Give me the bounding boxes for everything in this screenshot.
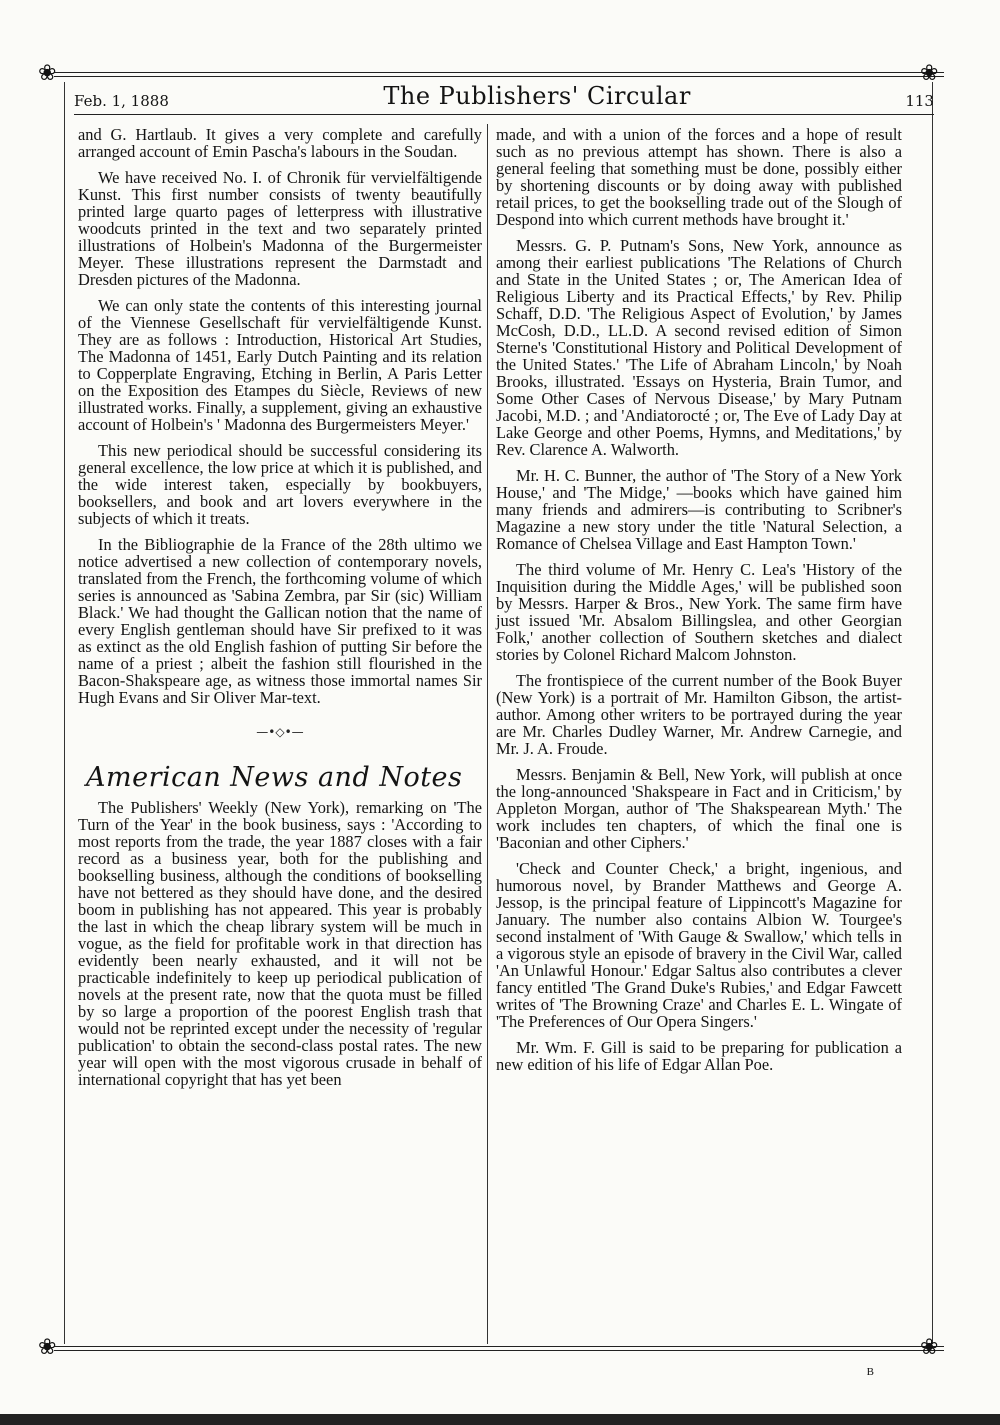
right-frame-line xyxy=(932,82,933,1344)
section-heading: American News and Notes xyxy=(86,762,463,793)
signature-mark: B xyxy=(866,1366,874,1378)
paragraph: We can only state the contents of this interesting journal of the Viennese Gesellschaft für vervielfältigende Kunst. They are as follows : Introduction, Historical Art Studies, The Madonna of 1451, Early Dutch Painting and its relation to Copperplate Engraving, Etching in Berlin, A Paris Letter on the Exposition des Etampes du Siècle, Reviews of new illustrated works. Finally, a supplement, giving an exhaustive account of Holbein's ' Madonna des Burgermeisters Meyer.' xyxy=(78,296,482,434)
page-number: 113 xyxy=(905,92,934,110)
publication-title: The Publishers' Circular xyxy=(383,82,691,110)
paragraph: The Publishers' Weekly (New York), remarking on 'The Turn of the Year' in the book business, says : 'According to most reports from the trade, the year 1887 closes with a fair record as a business year, both for the publishing and bookselling business, although the conditions of bookselling have not bettered as they should have done, and the desired boom in publishing has not appeared. This year is probably the last in which the cheap library system will be much in vogue, as the field for profitable work in that direction has evidently been nearly exhausted, and it will not be practicable indefinitely to keep up periodical publication of novels at the present rate, now that the quota must be filled by so large a proportion of the poorest English trash that would not be reprinted except under the necessity of 'regular publication' to obtain the second-class postal rates. The new year will open with the most vigorous crusade in behalf of international copyright that has yet been xyxy=(78,798,482,1089)
ornament-top-right-icon: ❀ xyxy=(920,61,939,86)
ornament-bottom-right-icon: ❀ xyxy=(920,1335,939,1360)
ornament-top-left-icon: ❀ xyxy=(38,61,57,86)
paragraph: Mr. H. C. Bunner, the author of 'The Story of a New York House,' and 'The Midge,' —books which have gained him many friends and admirers—is contributing to Scribner's Magazine a new story under the title 'Natural Selection, a Romance of Chelsea Village and East Hampton Town.' xyxy=(496,466,902,553)
bottom-rule-inner xyxy=(54,1350,944,1351)
right-column xyxy=(496,126,902,1082)
bottom-band xyxy=(0,1414,1000,1425)
paragraph: Messrs. Benjamin & Bell, New York, will publish at once the long-announced 'Shakspeare in Fact and in Criticism,' by Appleton Morgan, author of 'The Shakspearean Myth.' The work includes ten chapters, of which the final one is 'Baconian and other Ciphers.' xyxy=(496,765,902,852)
paragraph: The third volume of Mr. Henry C. Lea's 'History of the Inquisition during the Middle Ages,' will be published soon by Messrs. Harper & Bros., New York. The same firm have just issued 'Mr. Absalom Billingslea, and other Georgian Folk,' another collection of Southern sketches and dialect stories by Colonel Richard Malcom Johnston. xyxy=(496,560,902,664)
paragraph: and G. Hartlaub. It gives a very complete and carefully arranged account of Emin Pascha's labours in the Soudan. xyxy=(78,125,482,161)
top-rule-inner xyxy=(54,72,944,73)
left-frame-line xyxy=(64,82,65,1344)
paragraph: In the Bibliographie de la France of the 28th ultimo we notice advertised a new collection of contemporary novels, translated from the French, the forthcoming volume of which series is announced as 'Sabina Zembra, par Sir (sic) William Black.' We had thought the Gallican notion that the name of every English gentleman should have Sir prefixed to it was as extinct as the old English fashion of putting Sir before the name of a priest ; albeit the fashion still flourished in the Bacon-Shakspeare age, as witness those immortal names Sir Hugh Evans and Sir Oliver Mar-text. xyxy=(78,535,482,707)
ornament-bottom-left-icon: ❀ xyxy=(38,1335,57,1360)
paragraph: Mr. Wm. F. Gill is said to be preparing for publication a new edition of his life of Edgar Allan Poe. xyxy=(496,1038,902,1074)
issue-date: Feb. 1, 1888 xyxy=(74,92,169,110)
paragraph: made, and with a union of the forces and a hope of result such as no previous attempt has shown. There is also a general feeling that something must be done, possibly either by shortening discounts or by doing away with published retail prices, to get the bookselling trade out of the Slough of Despond into which current methods have brought it.' xyxy=(496,125,902,229)
running-header xyxy=(74,74,934,115)
paragraph: 'Check and Counter Check,' a bright, ingenious, and humorous novel, by Brander Matthews and George A. Jessop, is the principal feature of Lippincott's Magazine for January. The number also contains Albion W. Tourgee's second instalment of 'With Gauge & Swallow,' which tells in a vigorous style an episode of bravery in the Civil War, called 'An Unlawful Honour.' Edgar Saltus also contributes a clever fancy entitled 'The Grand Duke's Rubies,' and Edgar Fawcett writes of 'The Browning Craze' and Charles E. L. Wingate of 'The Preferences of Our Opera Singers.' xyxy=(496,859,902,1031)
bottom-rule xyxy=(54,1346,944,1347)
left-column xyxy=(78,126,482,1097)
section-separator: —•◇•— xyxy=(256,725,304,739)
column-divider xyxy=(487,124,488,1344)
paragraph: The frontispiece of the current number of the Book Buyer (New York) is a portrait of Mr. Hamilton Gibson, the artist-author. Among other writers to be portrayed during the year are Mr. Charles Dudley Warner, Mr. Andrew Carnegie, and Mr. J. A. Froude. xyxy=(496,671,902,758)
paragraph: Messrs. G. P. Putnam's Sons, New York, announce as among their earliest publications 'The Relations of Church and State in the United States ; or, The American Idea of Religious Liberty and its Practical Effects,' by Rev. Philip Schaff, D.D. 'The Religious Aspect of Evolution,' by James McCosh, D.D., LL.D. A second revised edition of Simon Sterne's 'Constitutional History and Political Development of the United States.' 'The Life of Abraham Lincoln,' by Noah Brooks, illustrated. 'Essays on Hysteria, Brain Tumor, and Some Other Cases of Nervous Disease,' by Mary Putnam Jacobi, M.D. ; and 'Andiatorocté ; or, The Eve of Lady Day at Lake George and other Poems, Hymns, and Meditations,' by Rev. Clarence A. Walworth. xyxy=(496,236,902,459)
paragraph: We have received No. I. of Chronik für vervielfältigende Kunst. This first number consists of twenty beautifully printed large quarto pages of letterpress with illustrative woodcuts printed in the text and two separately printed illustrations of Holbein's Madonna of the Burgermeister Meyer. These illustrations represent the Darmstadt and Dresden pictures of the Madonna. xyxy=(78,168,482,289)
paragraph: This new periodical should be successful considering its general excellence, the low price at which it is published, and the wide interest taken, especially by bookbuyers, booksellers, and book and art lovers everywhere in the subjects of which it treats. xyxy=(78,441,482,528)
